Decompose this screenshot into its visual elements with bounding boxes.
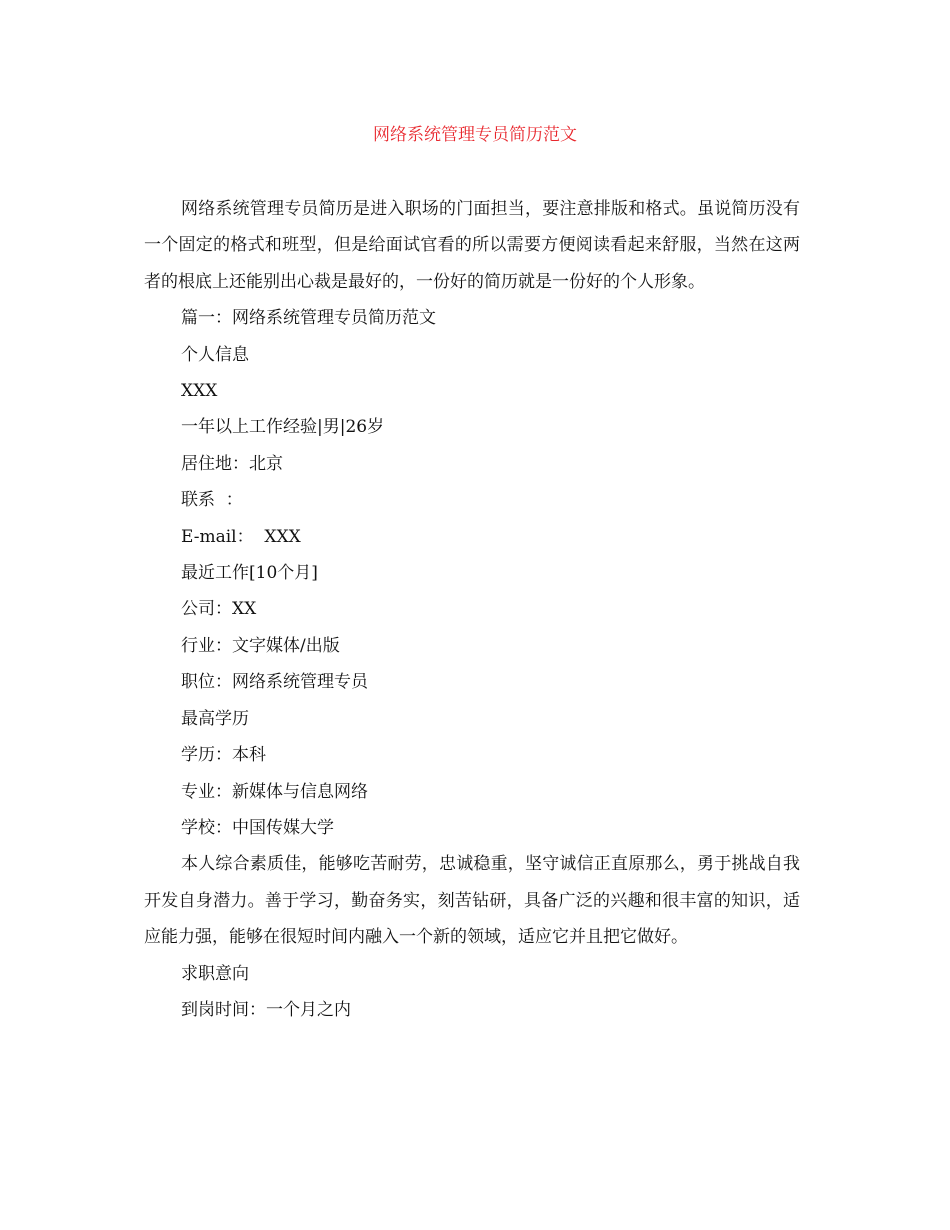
intro-paragraph: 网络系统管理专员简历是进入职场的门面担当，要注意排版和格式。虽说简历没有一个固定的格式和班型，但是给面试官看的所以需要方便阅读看起来舒服，当然在这两者的根底上还能别出心裁是最好的，一份好的简历就是一份好的个人形象。 xyxy=(144,199,800,292)
personal-summary: 一年以上工作经验|男|26岁 xyxy=(181,417,385,438)
document-title: 网络系统管理专员简历范文 xyxy=(373,125,577,145)
personal-residence: 居住地：北京 xyxy=(181,453,283,474)
personal-info-heading: 个人信息 xyxy=(181,344,249,365)
job-availability: 到岗时间：一个月之内 xyxy=(181,999,351,1020)
personal-email: E-mail： XXX xyxy=(181,526,301,547)
section-heading: 篇一：网络系统管理专员简历范文 xyxy=(181,308,436,329)
work-company: 公司：XX xyxy=(181,599,257,620)
education-degree: 学历：本科 xyxy=(181,745,266,766)
document-body xyxy=(144,191,800,1028)
job-intention-heading: 求职意向 xyxy=(181,963,249,984)
work-position: 职位：网络系统管理专员 xyxy=(181,672,368,693)
recent-work-heading: 最近工作[10个月] xyxy=(181,563,318,584)
self-evaluation-paragraph: 本人综合素质佳，能够吃苦耐劳，忠诚稳重，坚守诚信正直原那么，勇于挑战自我开发自身潜力。善于学习，勤奋务实，刻苦钻研，具备广泛的兴趣和很丰富的知识，适应能力强，能够在很短时间内融入一个新的领域，适应它并且把它做好。 xyxy=(144,854,800,948)
education-major: 专业：新媒体与信息网络 xyxy=(181,781,368,802)
education-heading: 最高学历 xyxy=(181,708,249,729)
education-school: 学校：中国传媒大学 xyxy=(181,817,334,838)
personal-name: XXX xyxy=(181,381,218,402)
work-industry: 行业：文字媒体/出版 xyxy=(181,635,340,656)
personal-contact: 联系 ： xyxy=(181,490,243,511)
